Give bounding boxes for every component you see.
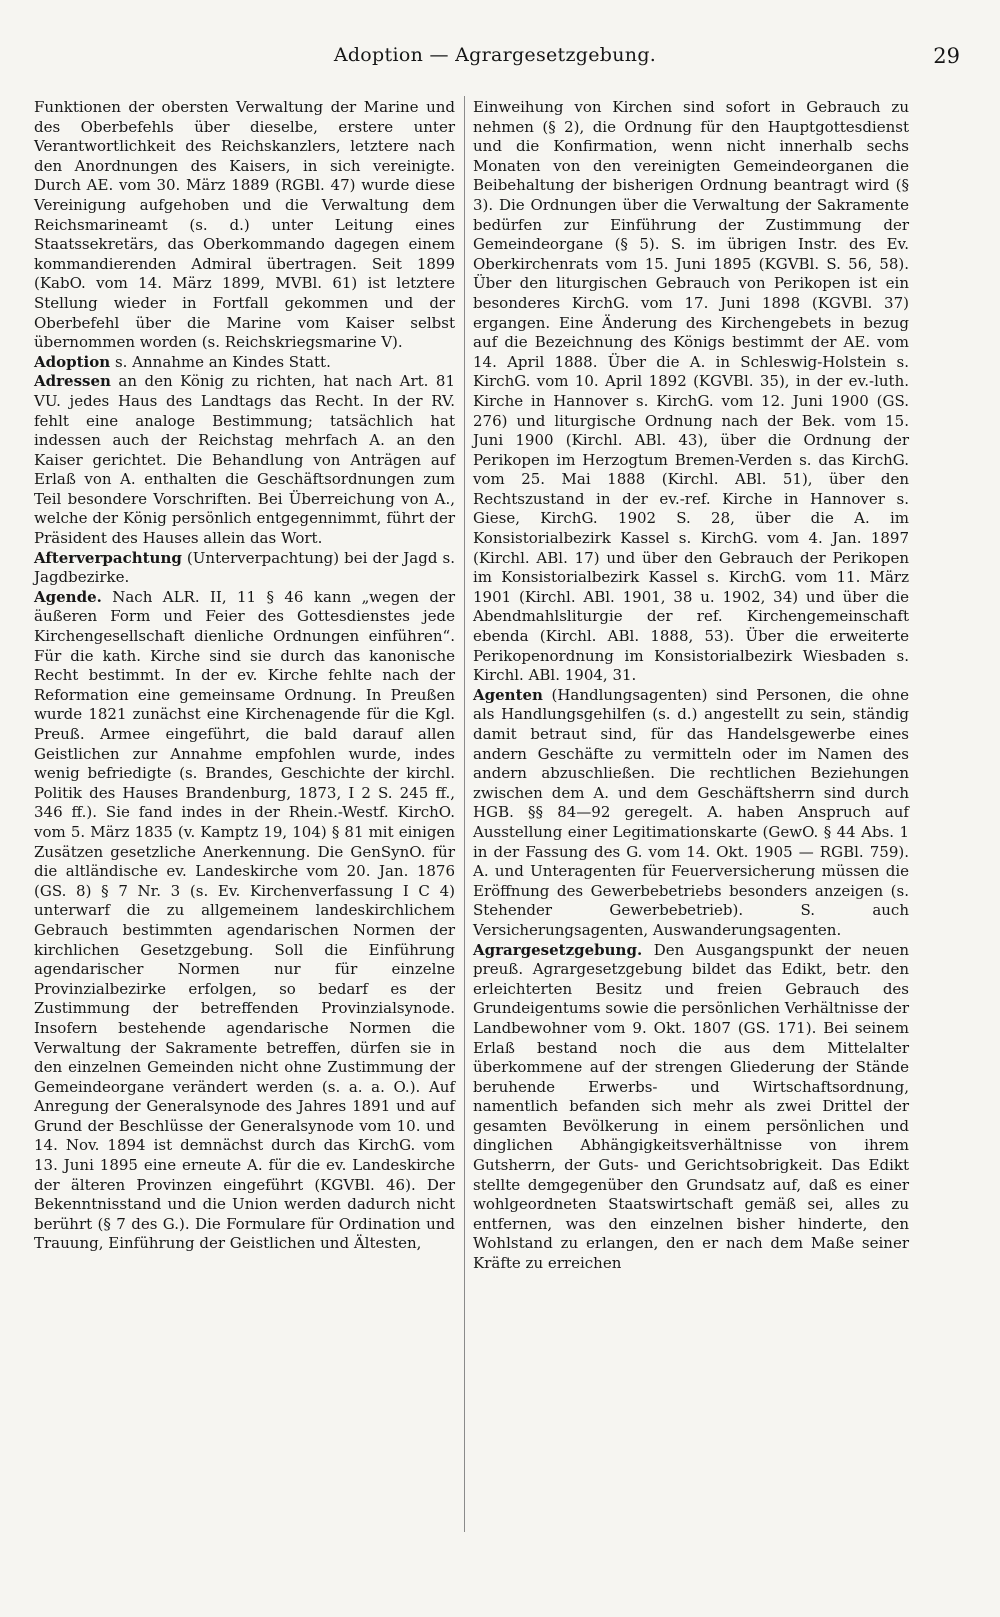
entry-text: Den Ausgangspunkt der neuen preuß. Agrargesetzgebung bildet das Edikt, betr. den erleichterten Besitz und freien Gebrauch des Grundeigentums sowie die persönlichen Verhältnisse der Landbewohner vom 9. Okt. 1807 (GS. 171). Bei seinem Erlaß bestand noch die aus dem Mittelalter überkommene auf der strengen Gliederung der Stände beruhende Erwerbs- und Wirtschaftsordnung, namentlich befanden sich mehr als zwei Drittel der gesamten Bevölkerung in einem persönlichen und dinglichen Abhängigkeitsverhältnisse von ihrem Gutsherrn, der Guts- und Gerichtsobrigkeit. Das Edikt stellte demgegenüber den Grundsatz auf, daß es einer wohlgeordneten Staatswirtschaft gemäß sei, alles zu entfernen, was den einzelnen bisher hinderte, den Wohlstand zu erlangen, den er nach dem Maße seiner Kräfte zu erreichen	[473, 940, 909, 1273]
entry-afterverpachtung	[34, 549, 455, 588]
entry-text: s. Annahme an Kindes Statt.	[110, 352, 331, 371]
entry-adressen	[34, 372, 455, 548]
entry-agrargesetzgebung	[473, 941, 909, 1274]
entry-headword: Agrargesetzgebung.	[473, 940, 643, 959]
entry-headword: Afterverpachtung	[34, 548, 182, 567]
entry-headword: Agende.	[34, 587, 102, 606]
left-column	[34, 98, 455, 1254]
entry-headword: Adoption	[34, 352, 111, 371]
entry-adoption	[34, 353, 455, 373]
entry-headword: Adressen	[34, 372, 111, 391]
entry-agende	[34, 588, 455, 1254]
paragraph-agende-continuation: Einweihung von Kirchen sind sofort in Gebrauch zu nehmen (§ 2), die Ordnung für den Hauptgottesdienst und die Konfirmation, wenn nicht innerhalb sechs Monaten von den vereinigten Gemeindeorganen die Beibehaltung der bisherigen Ordnung beantragt wird (§ 3). Die Ordnungen über die Verwaltung der Sakramente bedürfen zur Einführung der Zustimmung der Gemeindeorgane (§ 5). S. im übrigen Instr. des Ev. Oberkirchenrats vom 15. Juni 1895 (KGVBl. S. 56, 58). Über den liturgischen Gebrauch von Perikopen ist ein besonderes KirchG. vom 17. Juni 1898 (KGVBl. 37) ergangen. Eine Änderung des Kirchengebets in bezug auf die Bezeichnung des Königs bestimmt der AE. vom 14. April 1888. Über die A. in Schleswig-Holstein s. KirchG. vom 10. April 1892 (KGVBl. 35), in der ev.-luth. Kirche in Hannover s. KirchG. vom 12. Juni 1900 (GS. 276) und liturgische Ordnung nach der Bek. vom 15. Juni 1900 (Kirchl. ABl. 43), über die Ordnung der Perikopen im Herzogtum Bremen-Verden s. das KirchG. vom 25. Mai 1888 (Kirchl. ABl. 51), über den Rechtszustand in der ev.-ref. Kirche in Hannover s. Giese, KirchG. 1902 S. 28, über die A. im Konsistorialbezirk Kassel s. KirchG. vom 4. Jan. 1897 (Kirchl. ABl. 17) und über den Gebrauch der Perikopen im Konsistorialbezirk Kassel s. KirchG. vom 11. März 1901 (Kirchl. ABl. 1901, 38 u. 1902, 34) und über die Abendmahlsliturgie der ref. Kirchengemeinschaft ebenda (Kirchl. ABl. 1888, 53). Über die erweiterte Perikopenordnung im Konsistorialbezirk Wiesbaden s. Kirchl. ABl. 1904, 31.	[473, 98, 909, 685]
entry-text: Nach ALR. II, 11 § 46 kann „wegen der äußeren Form und Feier des Gottesdienstes jede Kirchengesellschaft dienliche Ordnungen einführen“. Für die kath. Kirche sind sie durch das kanonische Recht bestimmt. In der ev. Kirche fehlte nach der Reformation eine gemeinsame Ordnung. In Preußen wurde 1821 zunächst eine Kirchenagende für die Kgl. Preuß. Armee eingeführt, die bald darauf allen Geistlichen zur Annahme empfohlen wurde, indes wenig befriedigte (s. Brandes, Geschichte der kirchl. Politik des Hauses Brandenburg, 1873, I 2 S. 245 ff., 346 ff.). Sie fand indes in der Rhein.-Westf. KirchO. vom 5. März 1835 (v. Kamptz 19, 104) § 81 mit einigen Zusätzen gesetzliche Anerkennung. Die GenSynO. für die altländische ev. Landeskirche vom 20. Jan. 1876 (GS. 8) § 7 Nr. 3 (s. Ev. Kirchenverfassung I C 4) unterwarf die zu allgemeinem landeskirchlichem Gebrauch bestimmten agendarischen Normen der kirchlichen Gesetzgebung. Soll die Einführung agendarischer Normen nur für einzelne Provinzialbezirke erfolgen, so bedarf es der Zustimmung der betreffenden Provinzialsynode. Insofern bestehende agendarische Normen die Verwaltung der Sakramente betreffen, dürfen sie in den einzelnen Gemeinden nicht ohne Zustimmung der Gemeindeorgane verändert werden (s. a. a. O.). Auf Anregung der Generalsynode des Jahres 1891 und auf Grund der Beschlüsse der Generalsynode vom 10. und 14. Nov. 1894 ist demnächst durch das KirchG. vom 13. Juni 1895 eine erneute A. für die ev. Landeskirche der älteren Provinzen eingeführt (KGVBl. 46). Der Bekenntnisstand und die Union werden dadurch nicht berührt (§ 7 des G.). Die Formulare für Ordination und Trauung, Einführung der Geistlichen und Ältesten,	[34, 587, 455, 1253]
entry-headword: Agenten	[473, 685, 543, 704]
entry-text: an den König zu richten, hat nach Art. 81 VU. jedes Haus des Landtags das Recht. In der RV. fehlt eine analoge Bestimmung; tatsächlich hat indessen auch der Reichstag mehrfach A. an den Kaiser gerichtet. Die Behandlung von Anträgen auf Erlaß von A. enthalten die Geschäftsordnungen zum Teil besondere Vorschriften. Bei Überreichung von A., welche der König persönlich entgegennimmt, führt der Präsident des Hauses allein das Wort.	[34, 372, 455, 548]
entry-text: (Unterverpachtung) bei der Jagd s. Jagdbezirke.	[34, 548, 455, 587]
entry-agenten	[473, 686, 909, 941]
right-column	[473, 98, 909, 1274]
column-divider	[464, 96, 465, 1532]
entry-text: (Handlungsagenten) sind Personen, die ohne als Handlungsgehilfen (s. d.) angestellt zu sein, ständig damit betraut sind, für das Handelsgewerbe eines andern Geschäfte zu vermitteln oder im Namen des andern abzuschließen. Die rechtlichen Beziehungen zwischen dem A. und dem Geschäftsherrn sind durch HGB. §§ 84—92 geregelt. A. haben Anspruch auf Ausstellung einer Legitimationskarte (GewO. § 44 Abs. 1 in der Fassung des G. vom 14. Okt. 1905 — RGBl. 759). A. und Unteragenten für Feuerversicherung müssen die Eröffnung des Gewerbebetriebs besonders anzeigen (s. Stehender Gewerbebetrieb). S. auch Versicherungsagenten, Auswanderungsagenten.	[473, 685, 909, 939]
running-title: Adoption — Agrargesetzgebung.	[333, 44, 657, 66]
page-header	[30, 44, 960, 80]
paragraph-marine-continuation: Funktionen der obersten Verwaltung der Marine und des Oberbefehls über dieselbe, erstere unter Verantwortlichkeit des Reichskanzlers, letztere nach den Anordnungen des Kaisers, in sich vereinigte. Durch AE. vom 30. März 1889 (RGBl. 47) wurde diese Vereinigung aufgehoben und die Verwaltung dem Reichsmarineamt (s. d.) unter Leitung eines Staatssekretärs, das Oberkommando dagegen einem kommandierenden Admiral übertragen. Seit 1899 (KabO. vom 14. März 1899, MVBl. 61) ist letztere Stellung wieder in Fortfall gekommen und der Oberbefehl über die Marine vom Kaiser selbst übernommen worden (s. Reichskriegsmarine V).	[34, 98, 455, 352]
page-number: 29	[933, 44, 960, 68]
